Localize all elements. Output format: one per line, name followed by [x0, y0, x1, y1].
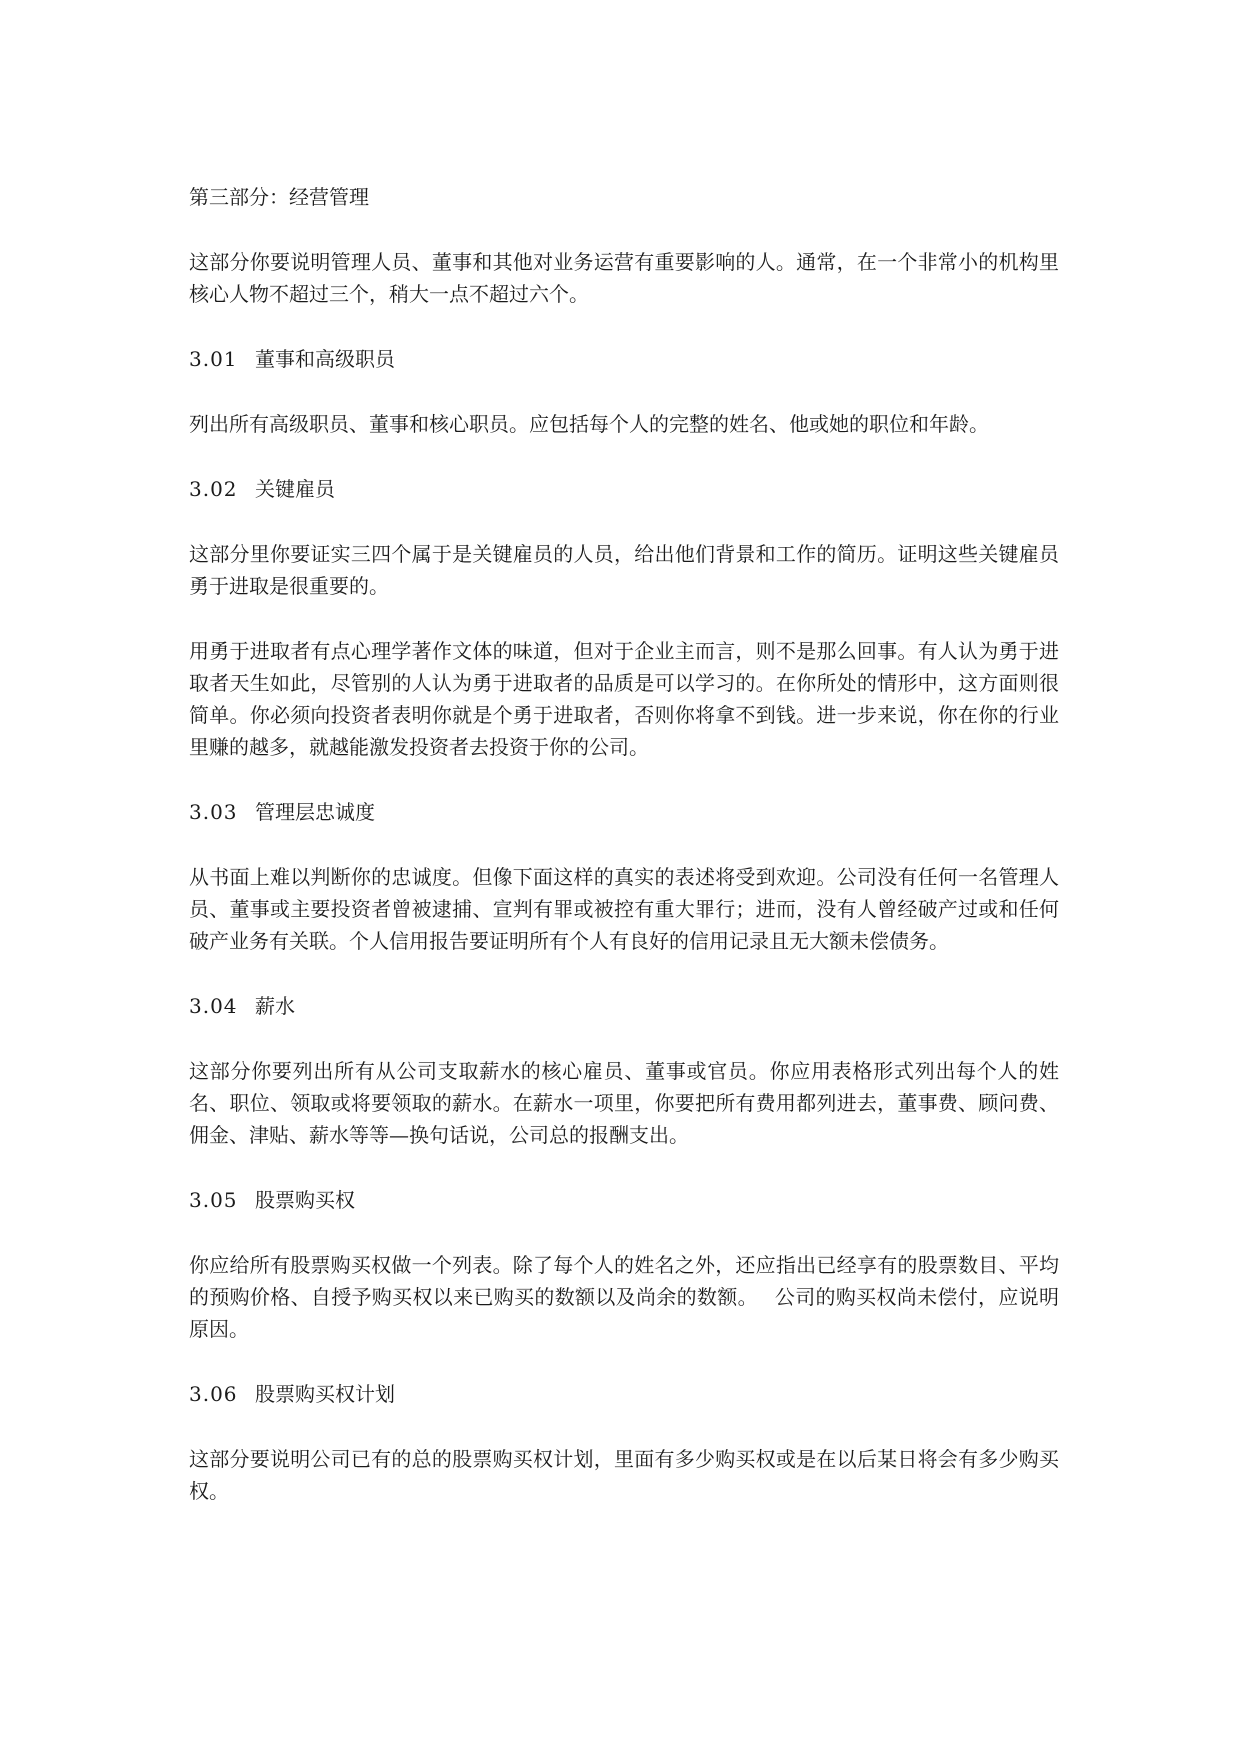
section-title: 关键雇员: [255, 477, 335, 501]
section-number: 3.06: [189, 1382, 238, 1406]
section-heading-3-05: [189, 1184, 1059, 1216]
section-number: 3.05: [189, 1188, 238, 1212]
section-title: 管理层忠诚度: [255, 800, 375, 824]
section-paragraph: 从书面上难以判断你的忠诚度。但像下面这样的真实的表述将受到欢迎。公司没有任何一名管理人员、董事或主要投资者曾被逮捕、宣判有罪或被控有重大罪行；进而，没有人曾经破产过或和任何破产业务有关联。个人信用报告要证明所有个人有良好的信用记录且无大额未偿债务。: [189, 865, 1059, 953]
section-number: 3.01: [189, 347, 238, 371]
section-title: 股票购买权计划: [255, 1382, 395, 1406]
section-paragraph: 这部分里你要证实三四个属于是关键雇员的人员，给出他们背景和工作的简历。证明这些关键雇员勇于进取是很重要的。: [189, 542, 1059, 598]
section-number: 3.03: [189, 800, 238, 824]
section-heading-3-02: [189, 473, 1059, 505]
section-number: 3.02: [189, 477, 238, 501]
section-title: 股票购买权: [255, 1188, 355, 1212]
section-title: 董事和高级职员: [255, 347, 395, 371]
section-heading-3-01: [189, 343, 1059, 375]
intro-paragraph: 这部分你要说明管理人员、董事和其他对业务运营有重要影响的人。通常，在一个非常小的机构里核心人物不超过三个，稍大一点不超过六个。: [189, 250, 1059, 306]
part-title: 第三部分：经营管理: [189, 185, 369, 209]
section-paragraph: 这部分你要列出所有从公司支取薪水的核心雇员、董事或官员。你应用表格形式列出每个人的姓名、职位、领取或将要领取的薪水。在薪水一项里，你要把所有费用都列进去，董事费、顾问费、佣金、津贴、薪水等等—换句话说，公司总的报酬支出。: [189, 1059, 1059, 1147]
document-body: [189, 181, 1059, 1540]
section-paragraph: 你应给所有股票购买权做一个列表。除了每个人的姓名之外，还应指出已经享有的股票数目、平均的预购价格、自授予购买权以来已购买的数额以及尚余的数额。 公司的购买权尚未偿付，应说明原因。: [189, 1253, 1059, 1341]
section-heading-3-04: [189, 990, 1059, 1022]
section-heading-3-06: [189, 1378, 1059, 1410]
section-title: 薪水: [255, 994, 295, 1018]
section-paragraph: 列出所有高级职员、董事和核心职员。应包括每个人的完整的姓名、他或她的职位和年龄。: [189, 412, 989, 436]
section-paragraph: 这部分要说明公司已有的总的股票购买权计划，里面有多少购买权或是在以后某日将会有多少购买权。: [189, 1447, 1059, 1503]
section-number: 3.04: [189, 994, 238, 1018]
section-heading-3-03: [189, 796, 1059, 828]
section-paragraph: 用勇于进取者有点心理学著作文体的味道，但对于企业主而言，则不是那么回事。有人认为勇于进取者天生如此，尽管别的人认为勇于进取者的品质是可以学习的。在你所处的情形中，这方面则很简单。你必须向投资者表明你就是个勇于进取者，否则你将拿不到钱。进一步来说，你在你的行业里赚的越多，就越能激发投资者去投资于你的公司。: [189, 639, 1059, 759]
